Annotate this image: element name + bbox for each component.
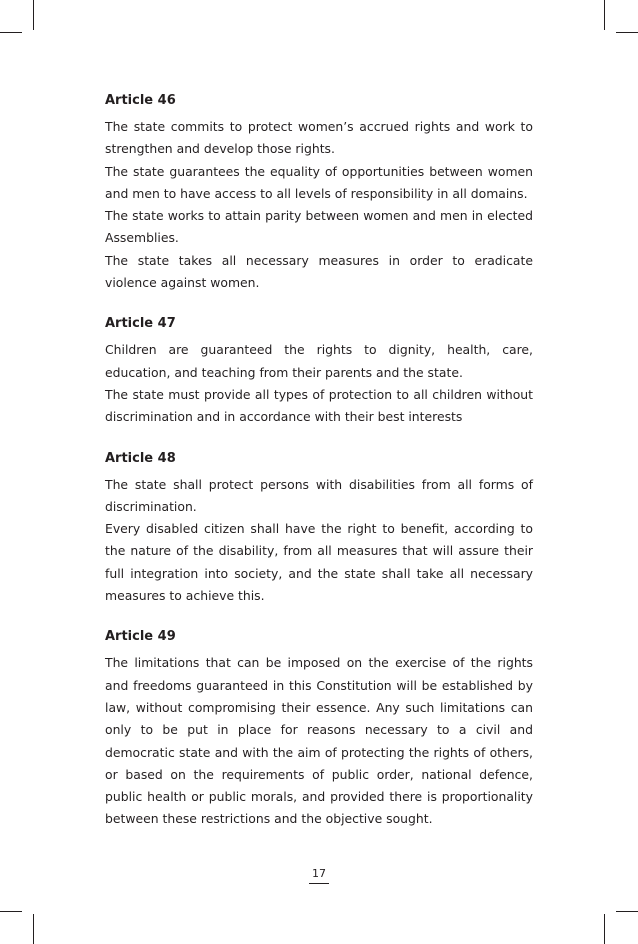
paragraph: The state works to attain parity between women and men in elected Assemblies. [105, 208, 533, 246]
crop-mark-top-right-horizontal [616, 32, 638, 33]
article-46 [105, 90, 533, 294]
page-number-label: 17 [309, 866, 329, 884]
paragraph: The state commits to protect women’s accrued rights and work to strengthen and develop those rights. [105, 119, 533, 157]
paragraph: The state shall protect persons with disabilities from all forms of discrimination. [105, 476, 533, 514]
paragraph: Children are guaranteed the rights to dignity, health, care, education, and teaching from their parents and the state. [105, 342, 533, 380]
article-heading: Article 47 [105, 316, 176, 332]
crop-mark-bottom-left-horizontal [0, 911, 22, 912]
paragraph: The limitations that can be imposed on the exercise of the rights and freedoms guaranteed in this Constitution will be established by law, without compromising their essence. Any such limitations can only to be put in place for reasons necessary to a civil and democratic state and with the aim of protecting the rights of others, or based on the requirements of public order, national defence, public health or public morals, and provided there is proportionality between these restrictions and the objective sought. [105, 655, 533, 827]
crop-mark-bottom-right-horizontal [616, 911, 638, 912]
article-heading: Article 46 [105, 93, 176, 108]
crop-mark-top-left-vertical [33, 0, 34, 30]
article-49 [105, 626, 533, 830]
crop-mark-bottom-right-vertical [604, 914, 605, 944]
page-number [0, 866, 638, 884]
article-heading: Article 48 [105, 450, 176, 466]
crop-mark-top-right-vertical [604, 0, 605, 30]
crop-mark-bottom-left-vertical [33, 914, 34, 944]
body-text [105, 90, 533, 850]
article-47 [105, 313, 533, 428]
paragraph: Every disabled citizen shall have the right to benefit, according to the nature of the disability, from all measures that will assure their full integration into society, and the state shall take all necessary measures to achieve this. [105, 521, 533, 604]
article-48 [105, 448, 533, 608]
paragraph: The state takes all necessary measures in order to eradicate violence against women. [105, 252, 533, 291]
paragraph: The state guarantees the equality of opportunities between women and men to have access to all levels of responsibility in all domains. [105, 163, 533, 201]
paragraph: The state must provide all types of protection to all children without discrimination and in accordance with their best interests [105, 386, 533, 425]
crop-mark-top-left-horizontal [0, 32, 22, 33]
article-heading: Article 49 [105, 629, 176, 645]
